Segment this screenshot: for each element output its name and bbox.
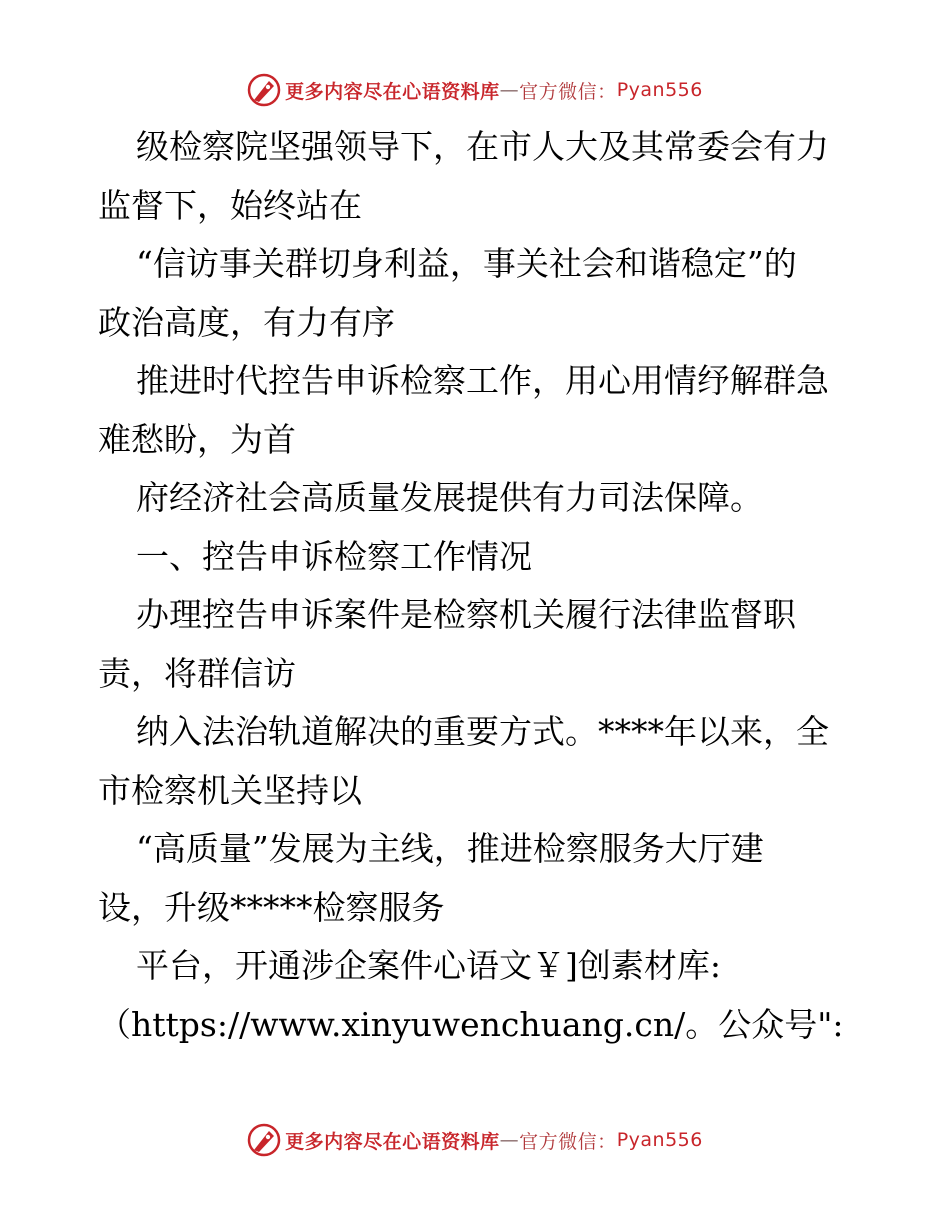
banner-wechat-id: Pyan556 (616, 1129, 703, 1151)
banner-title: 更多内容尽在心语资料库 (285, 1130, 500, 1153)
banner-title: 更多内容尽在心语资料库 (285, 80, 500, 103)
pen-nib-logo-icon (247, 1123, 281, 1157)
text-line: 平台，开通涉企案件心语文￥]创素材库: (136, 946, 721, 985)
footer-banner (0, 1120, 950, 1160)
banner-separator: — (499, 1129, 520, 1151)
document-body (98, 118, 858, 1054)
text-line: 政治高度，有力有序 (98, 302, 395, 342)
text-line: 级检察院坚强领导下，在市人大及其常委会有力 (136, 127, 829, 166)
pen-nib-logo-icon (247, 73, 281, 107)
text-line: “高质量”发展为主线，推进检察服务大厅建 (136, 829, 764, 868)
text-line: 市检察机关坚持以 (98, 770, 362, 810)
text-line: 纳入法治轨道解决的重要方式。****年以来，全 (136, 712, 829, 751)
text-line: 监督下，始终站在 (98, 185, 362, 225)
section-heading: 一、控告申诉检察工作情况 (136, 536, 532, 576)
header-banner (0, 70, 950, 110)
text-line: “信访事关群切身利益，事关社会和谐稳定”的 (136, 244, 797, 283)
banner-wechat-label: 官方微信： (519, 80, 617, 103)
text-line: 责，将群信访 (98, 653, 296, 693)
text-line: 府经济社会高质量发展提供有力司法保障。 (136, 478, 763, 517)
banner-wechat-label: 官方微信： (519, 1130, 617, 1153)
text-line: 办理控告申诉案件是检察机关履行法律监督职 (136, 595, 796, 634)
text-line: （https://www.xinyuwenchuang.cn/。公众号": (98, 1004, 844, 1044)
text-line: 推进时代控告申诉检察工作，用心用情纾解群急 (136, 361, 829, 400)
text-line: 设，升级*****检察服务 (98, 887, 445, 927)
banner-wechat-id: Pyan556 (616, 79, 703, 101)
banner-separator: — (499, 79, 520, 101)
text-line: 难愁盼，为首 (98, 419, 296, 459)
